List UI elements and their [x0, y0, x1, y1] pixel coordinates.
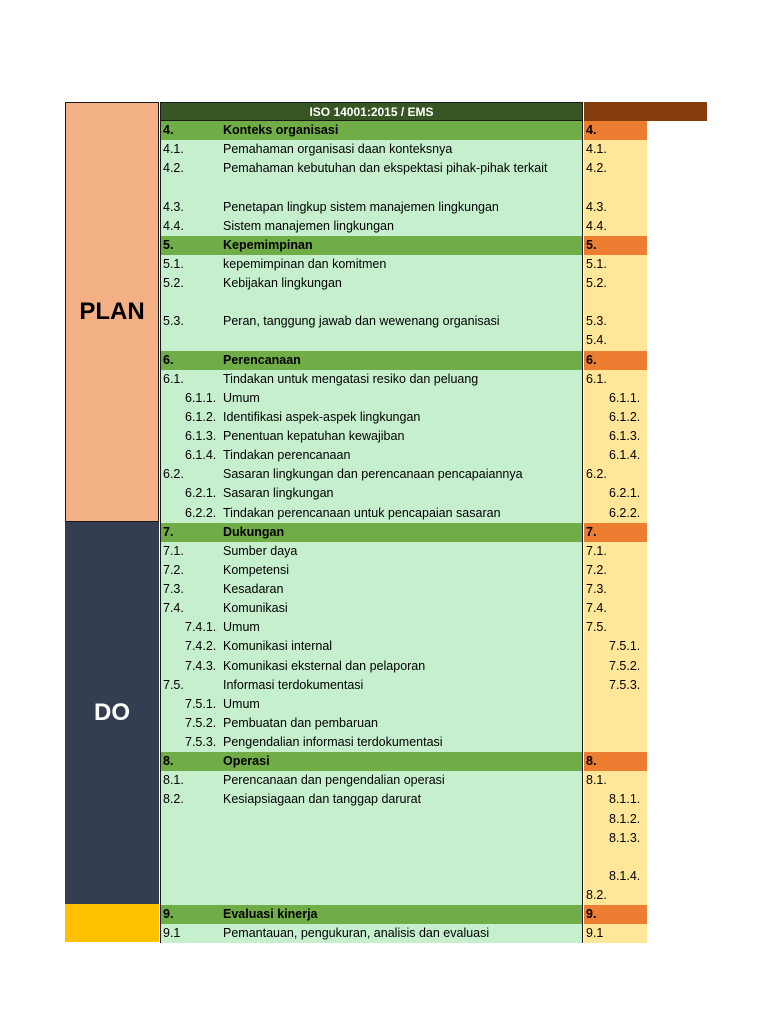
- clause-title: Umum: [223, 620, 260, 635]
- table-row: [584, 255, 647, 274]
- clause-title: Umum: [223, 696, 260, 711]
- clause-number: 7.: [586, 524, 597, 539]
- clause-title: Pembuatan dan pembaruan: [223, 715, 378, 730]
- section-header-row: [584, 752, 647, 771]
- clause-number: 5.4.: [586, 333, 607, 348]
- table-row: [161, 676, 582, 695]
- table-row: [584, 618, 647, 637]
- table-row: [584, 657, 647, 676]
- table-row: [584, 217, 647, 236]
- clause-number: 6.2.2.: [185, 505, 217, 520]
- clause-number: 7.4.: [586, 601, 607, 616]
- right-title-bar: [584, 102, 707, 121]
- clause-number: 8.1.4.: [609, 868, 641, 883]
- table-row: [161, 389, 582, 408]
- table-row: [161, 484, 582, 503]
- clause-title: Tindakan perencanaan: [223, 448, 351, 463]
- clause-number: 8.2.: [163, 792, 184, 807]
- clause-number: 7.5.2.: [185, 715, 217, 730]
- iso-clause-table: [160, 121, 583, 943]
- clause-number: 5.1.: [586, 256, 607, 271]
- clause-number: 8.1.2.: [609, 811, 641, 826]
- clause-number: 6.2.1.: [609, 486, 641, 501]
- table-row: [161, 274, 582, 293]
- clause-number: 7.5.3.: [185, 735, 217, 749]
- clause-number: 4.2.: [163, 161, 184, 176]
- clause-number: 4.: [163, 123, 174, 137]
- clause-title: Komunikasi: [223, 601, 288, 616]
- clause-title: Penentuan kepatuhan kewajiban: [223, 429, 405, 443]
- clause-title: Pemantauan, pengukuran, analisis dan evaluasi: [223, 926, 490, 941]
- section-header-row: [161, 752, 582, 771]
- table-row: [584, 924, 647, 943]
- clause-number: 6.2.1.: [185, 486, 217, 501]
- clause-number: 5.2.: [586, 276, 607, 290]
- table-row: [161, 217, 582, 236]
- clause-number: 9.1: [586, 926, 604, 941]
- clause-title: Evaluasi kinerja: [223, 907, 318, 922]
- clause-number: 5.: [586, 237, 597, 252]
- table-row: [161, 331, 582, 350]
- table-row: [584, 829, 647, 848]
- table-row: [161, 810, 582, 829]
- clause-number: 5.3.: [163, 314, 184, 329]
- table-row: [161, 924, 582, 943]
- clause-number: 7.1.: [163, 543, 184, 558]
- clause-number: 7.2.: [586, 562, 607, 577]
- table-row: [161, 504, 582, 523]
- section-header-row: [161, 236, 582, 255]
- table-row: [161, 542, 582, 561]
- clause-number: 7.1.: [586, 543, 607, 558]
- clause-number: 6.1.1.: [609, 390, 641, 405]
- clause-number: 7.5.: [163, 677, 184, 692]
- clause-number: 6.1.2.: [185, 409, 217, 424]
- clause-number: 4.3.: [586, 199, 607, 214]
- table-row: [584, 580, 647, 599]
- clause-title: kepemimpinan dan komitmen: [223, 256, 387, 271]
- table-row: [161, 465, 582, 484]
- section-header-row: [161, 905, 582, 924]
- clause-title: Perencanaan dan pengendalian operasi: [223, 773, 445, 788]
- table-row: [161, 561, 582, 580]
- clause-title: Tindakan untuk mengatasi resiko dan peluang: [223, 371, 479, 386]
- clause-number: 6.1.: [586, 371, 607, 386]
- clause-title: Pemahaman kebutuhan dan ekspektasi pihak-pihak terkait: [223, 161, 548, 176]
- clause-title: Pengendalian informasi terdokumentasi: [223, 735, 443, 749]
- clause-number: 9.1: [163, 926, 181, 941]
- clause-number: 7.5.1.: [609, 639, 641, 654]
- table-row: [584, 140, 647, 159]
- clause-number: 5.3.: [586, 314, 607, 329]
- table-row: [161, 293, 582, 312]
- table-row: [161, 657, 582, 676]
- table-row: [584, 312, 647, 331]
- clause-title: Umum: [223, 390, 260, 405]
- section-header-row: [584, 236, 647, 255]
- clause-number: 6.2.: [163, 467, 184, 482]
- clause-number: 8.1.1.: [609, 792, 641, 807]
- table-row: [584, 446, 647, 465]
- clause-title: Kepemimpinan: [223, 237, 313, 252]
- clause-title: Identifikasi aspek-aspek lingkungan: [223, 409, 421, 424]
- clause-number: 7.2.: [163, 562, 184, 577]
- table-row: [584, 790, 647, 809]
- clause-number: 6.1.1.: [185, 390, 217, 405]
- clause-number: 6.1.4.: [185, 448, 217, 463]
- table-row: [161, 255, 582, 274]
- clause-number: 4.1.: [163, 142, 184, 157]
- section-header-row: [584, 905, 647, 924]
- table-row: [584, 771, 647, 790]
- table-row: [161, 427, 582, 446]
- phase-plan-label: PLAN: [65, 102, 159, 522]
- clause-number: 5.2.: [163, 276, 184, 290]
- clause-number: 7.5.: [586, 620, 607, 635]
- clause-number: 4.1.: [586, 142, 607, 157]
- clause-number: 4.2.: [586, 161, 607, 176]
- table-row: [584, 542, 647, 561]
- clause-number: 8.: [163, 754, 174, 769]
- table-row: [584, 465, 647, 484]
- clause-number: 8.1.: [586, 773, 607, 788]
- phase-check-block: [65, 904, 159, 942]
- table-row: [161, 178, 582, 197]
- table-row: [161, 695, 582, 714]
- clause-number: 6.: [586, 352, 597, 367]
- clause-title: Sasaran lingkungan dan perencanaan pencapaiannya: [223, 467, 523, 482]
- table-row: [584, 599, 647, 618]
- clause-number: 5.1.: [163, 256, 184, 271]
- section-header-row: [161, 523, 582, 542]
- clause-number: 7.4.1.: [185, 620, 217, 635]
- clause-number: 9.: [163, 907, 174, 922]
- clause-title: Informasi terdokumentasi: [223, 677, 364, 692]
- phase-do-label: DO: [65, 522, 159, 904]
- clause-title: Penetapan lingkup sistem manajemen lingkungan: [223, 199, 499, 214]
- clause-number: 8.: [586, 754, 597, 769]
- clause-number: 7.5.1.: [185, 696, 217, 711]
- clause-number: 7.5.2.: [609, 658, 641, 673]
- clause-title: Sistem manajemen lingkungan: [223, 218, 394, 233]
- clause-number: 8.1.3.: [609, 830, 641, 845]
- clause-number: 5.: [163, 237, 174, 252]
- table-row: [584, 274, 647, 293]
- table-row: [161, 829, 582, 848]
- table-row: [161, 446, 582, 465]
- table-row: [584, 427, 647, 446]
- clause-number: 4.3.: [163, 199, 184, 214]
- table-title: ISO 14001:2015 / EMS: [160, 102, 583, 121]
- clause-number: 4.: [586, 123, 597, 137]
- clause-title: Kesiapsiagaan dan tanggap darurat: [223, 792, 422, 807]
- table-row: [584, 484, 647, 503]
- clause-title: Pemahaman organisasi daan konteksnya: [223, 142, 453, 157]
- clause-title: Sasaran lingkungan: [223, 486, 334, 501]
- table-row: [584, 810, 647, 829]
- clause-title: Kompetensi: [223, 562, 290, 577]
- table-row: [161, 771, 582, 790]
- clause-number: 7.3.: [163, 582, 184, 596]
- reference-clause-table: [584, 121, 647, 943]
- clause-number: 7.: [163, 524, 174, 539]
- table-row: [161, 733, 582, 752]
- table-row: [161, 848, 582, 867]
- section-header-row: [584, 523, 647, 542]
- clause-number: 4.4.: [586, 218, 607, 233]
- table-row: [161, 312, 582, 331]
- table-row: [584, 867, 647, 886]
- clause-number: 4.4.: [163, 218, 184, 233]
- clause-number: 8.1.: [163, 773, 184, 788]
- table-row: [161, 886, 582, 905]
- section-header-row: [584, 121, 647, 140]
- clause-number: 6.1.2.: [609, 409, 641, 424]
- table-row: [584, 848, 647, 867]
- clause-title: Tindakan perencanaan untuk pencapaian sasaran: [223, 505, 501, 520]
- table-row: [584, 695, 647, 714]
- table-row: [584, 733, 647, 752]
- clause-number: 7.4.3.: [185, 658, 217, 673]
- clause-title: Peran, tanggung jawab dan wewenang organisasi: [223, 314, 500, 329]
- table-row: [584, 714, 647, 733]
- clause-number: 8.2.: [586, 888, 607, 902]
- table-row: [584, 178, 647, 197]
- table-row: [161, 790, 582, 809]
- table-row: [161, 580, 582, 599]
- table-row: [584, 198, 647, 217]
- table-row: [161, 618, 582, 637]
- clause-number: 6.1.3.: [185, 429, 217, 443]
- table-row: [584, 389, 647, 408]
- table-row: [584, 886, 647, 905]
- clause-number: 7.3.: [586, 582, 607, 596]
- clause-number: 7.5.3.: [609, 677, 641, 692]
- table-row: [584, 504, 647, 523]
- clause-title: Konteks organisasi: [223, 123, 339, 137]
- table-row: [584, 408, 647, 427]
- clause-number: 9.: [586, 907, 597, 922]
- table-row: [584, 159, 647, 178]
- table-row: [584, 331, 647, 350]
- table-row: [161, 140, 582, 159]
- clause-number: 6.1.3.: [609, 429, 641, 443]
- clause-number: 6.1.4.: [609, 448, 641, 463]
- clause-title: Sumber daya: [223, 543, 298, 558]
- table-row: [161, 599, 582, 618]
- table-row: [584, 561, 647, 580]
- section-header-row: [161, 121, 582, 140]
- table-row: [584, 637, 647, 656]
- table-row: [161, 867, 582, 886]
- clause-title: Dukungan: [223, 524, 285, 539]
- table-row: [161, 637, 582, 656]
- section-header-row: [161, 351, 582, 370]
- clause-number: 7.4.: [163, 601, 184, 616]
- clause-title: Kesadaran: [223, 582, 284, 596]
- table-row: [161, 159, 582, 178]
- table-row: [584, 293, 647, 312]
- clause-number: 6.2.: [586, 467, 607, 482]
- table-row: [161, 408, 582, 427]
- clause-title: Kebijakan lingkungan: [223, 276, 342, 290]
- section-header-row: [584, 351, 647, 370]
- table-row: [161, 714, 582, 733]
- table-row: [161, 370, 582, 389]
- clause-title: Perencanaan: [223, 352, 301, 367]
- clause-number: 7.4.2.: [185, 639, 217, 654]
- clause-number: 6.1.: [163, 371, 184, 386]
- clause-number: 6.: [163, 352, 174, 367]
- table-row: [161, 198, 582, 217]
- table-row: [584, 370, 647, 389]
- clause-title: Komunikasi eksternal dan pelaporan: [223, 658, 426, 673]
- clause-title: Operasi: [223, 754, 270, 769]
- clause-number: 6.2.2.: [609, 505, 641, 520]
- clause-title: Komunikasi internal: [223, 639, 333, 654]
- table-row: [584, 676, 647, 695]
